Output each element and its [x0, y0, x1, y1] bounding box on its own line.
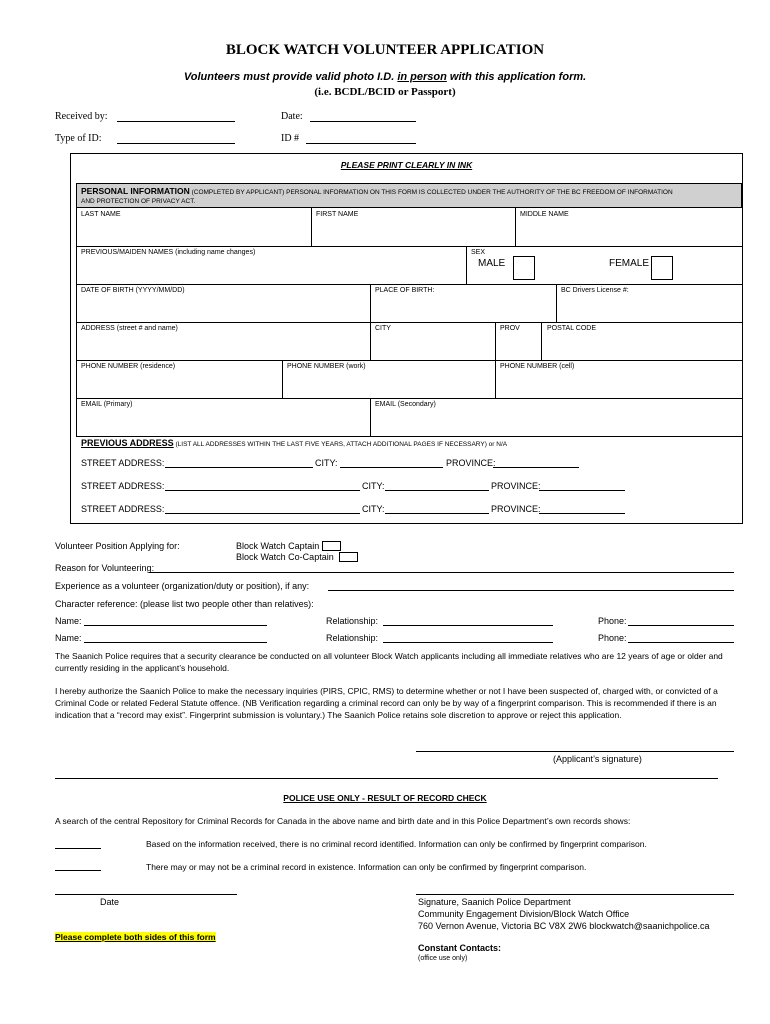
middle-name-input[interactable]: [520, 222, 738, 244]
female-checkbox[interactable]: [651, 256, 673, 280]
personal-info-box: [70, 153, 743, 524]
police-use-heading: POLICE USE ONLY - RESULT OF RECORD CHECK: [283, 793, 487, 803]
id-requirement-pre: Volunteers must provide valid photo I.D.: [183, 71, 395, 83]
previous-address-note: (LIST ALL ADDRESSES WITHIN THE LAST FIVE YEARS, ATTACH ADDITIONAL PAGES IF NECESSARY) or N/A: [175, 441, 508, 448]
security-clearance-paragraph: The Saanich Police requires that a security clearance be conducted on all volunteer Block Watch applicants including all immediate relatives who are 12 years of age or older and currently residing in the applicant’s household.: [55, 651, 723, 673]
personal-info-heading-text: [81, 187, 741, 197]
city-label-2: CITY:: [362, 481, 385, 491]
city-label-3: CITY:: [362, 504, 385, 514]
ref1-name-label: Name:: [55, 616, 82, 626]
province-field-3[interactable]: [539, 513, 625, 514]
applicant-signature-field[interactable]: [416, 751, 734, 752]
id-requirement-post: with this application form.: [449, 71, 587, 83]
phone-work-label: PHONE NUMBER (work): [287, 363, 366, 370]
ref1-relationship-label: Relationship:: [326, 616, 379, 626]
record-search-text: A search of the central Repository for Criminal Records for Canada in the above name and birth date and in this Police Department’s own records shows:: [55, 816, 631, 826]
ref1-relationship-field[interactable]: [383, 625, 553, 626]
experience-field[interactable]: [328, 590, 734, 591]
address-label: ADDRESS (street # and name): [81, 325, 178, 332]
office-use-only-note: (office use only): [418, 955, 468, 962]
ref1-phone-field[interactable]: [628, 625, 734, 626]
id-requirement: [0, 71, 770, 83]
city-label: CITY: [375, 325, 391, 332]
previous-names-label: PREVIOUS/MAIDEN NAMES (including name changes): [81, 249, 256, 256]
phone-cell-label: PHONE NUMBER (cell): [500, 363, 575, 370]
option2-text: There may or may not be a criminal record in existence. Information can only be confirmed by fingerprint comparison.: [146, 862, 587, 872]
sex-label: SEX: [471, 249, 486, 256]
street-address-label-2: STREET ADDRESS:: [81, 481, 165, 491]
reason-field[interactable]: [149, 572, 734, 573]
received-by-field[interactable]: [117, 121, 235, 122]
experience-label: Experience as a volunteer (organization/duty or position), if any:: [55, 581, 310, 591]
ref2-name-label: Name:: [55, 633, 82, 643]
position-label: Volunteer Position Applying for:: [55, 541, 180, 551]
captain-checkbox[interactable]: [322, 541, 341, 551]
province-label-2: PROVINCE:: [491, 481, 541, 491]
co-captain-checkbox[interactable]: [339, 552, 358, 562]
id-requirement-emph: in person: [397, 71, 447, 83]
option1-field[interactable]: [55, 848, 101, 849]
reference-label: Character reference: (please list two people other than relatives):: [55, 599, 314, 609]
police-date-label: Date: [100, 897, 120, 907]
id-number-field[interactable]: [306, 143, 416, 144]
street-address-label-1: STREET ADDRESS:: [81, 458, 165, 468]
city-field-3[interactable]: [385, 513, 489, 514]
last-name-input[interactable]: [80, 222, 308, 244]
captain-label: Block Watch Captain: [236, 541, 320, 551]
id-examples: (i.e. BCDL/BCID or Passport): [314, 86, 456, 98]
ref1-phone-label: Phone:: [598, 616, 627, 626]
personal-info-note2: AND PROTECTION OF PRIVACY ACT.: [81, 198, 196, 205]
previous-address-title: PREVIOUS ADDRESS: [81, 438, 174, 448]
province-label-3: PROVINCE:: [491, 504, 541, 514]
city-field-1[interactable]: [340, 467, 443, 468]
option2-field[interactable]: [55, 870, 101, 871]
male-checkbox[interactable]: [513, 256, 535, 280]
option1-text: Based on the information received, there is no criminal record identified. Information can only be confirmed by fingerprint comparison.: [146, 839, 647, 849]
city-field-2[interactable]: [385, 490, 489, 491]
form-title: BLOCK WATCH VOLUNTEER APPLICATION: [225, 42, 545, 58]
ref2-relationship-label: Relationship:: [326, 633, 379, 643]
street-address-field-1[interactable]: [165, 467, 313, 468]
signature-address: 760 Vernon Avenue, Victoria BC V8X 2W6 blockwatch@saanichpolice.ca: [418, 921, 710, 931]
signature-division: Community Engagement Division/Block Watch Office: [418, 909, 630, 919]
police-signature-field[interactable]: [416, 894, 734, 895]
first-name-input[interactable]: [316, 222, 511, 244]
street-address-field-2[interactable]: [165, 490, 360, 491]
personal-info-note: (COMPLETED BY APPLICANT) PERSONAL INFORMATION ON THIS FORM IS COLLECTED UNDER THE AUTHORITY OF THE BC FREEDOM OF INFORMATION: [191, 189, 673, 196]
province-field-2[interactable]: [539, 490, 625, 491]
phone-residence-label: PHONE NUMBER (residence): [81, 363, 176, 370]
section-divider: [55, 778, 718, 779]
ref1-name-field[interactable]: [84, 625, 267, 626]
street-address-label-3: STREET ADDRESS:: [81, 504, 165, 514]
received-by-label: Received by:: [55, 111, 108, 122]
id-number-label: ID #: [281, 133, 300, 144]
ref2-phone-label: Phone:: [598, 633, 627, 643]
province-label-1: PROVINCE:: [446, 458, 496, 468]
date-field[interactable]: [310, 121, 416, 122]
street-address-field-3[interactable]: [165, 513, 360, 514]
date-label: Date:: [281, 111, 303, 122]
place-of-birth-label: PLACE OF BIRTH:: [375, 287, 435, 294]
applicant-signature-label: (Applicant’s signature): [553, 754, 642, 764]
authorization-paragraph: I hereby authorize the Saanich Police to make the necessary inquiries (PIRS, CPIC, RMS) to determine whether or not I have been suspected of, charged with, or convicted of a Criminal Code or related Federal Statute offence. (NB Verification regarding a criminal record can only be by way of a fingerprint comparison. This is recommended if there is an indication that a “record may exist”. Fingerprint submission is voluntary.) The Saanich Police retains sole discretion to approve or reject this application.: [55, 686, 718, 720]
type-of-id-field[interactable]: [117, 143, 235, 144]
female-label: FEMALE: [609, 258, 650, 269]
postal-code-label: POSTAL CODE: [547, 325, 597, 332]
bc-drivers-license-label: BC Drivers License #:: [561, 287, 629, 294]
email-secondary-label: EMAIL (Secondary): [375, 401, 436, 408]
middle-name-label: MIDDLE NAME: [520, 211, 569, 218]
province-field-1[interactable]: [493, 467, 579, 468]
ref2-phone-field[interactable]: [628, 642, 734, 643]
previous-address-heading: [81, 438, 507, 448]
email-primary-label: EMAIL (Primary): [81, 401, 133, 408]
male-label: MALE: [478, 258, 506, 269]
ref2-relationship-field[interactable]: [383, 642, 553, 643]
print-clearly-note: PLEASE PRINT CLEARLY IN INK: [340, 160, 473, 170]
reason-label: Reason for Volunteering:: [55, 563, 155, 573]
complete-both-sides-note: Please complete both sides of this form: [55, 932, 216, 942]
first-name-label: FIRST NAME: [316, 211, 359, 218]
co-captain-label: Block Watch Co-Captain: [236, 552, 334, 562]
type-of-id-label: Type of ID:: [55, 133, 102, 144]
ref2-name-field[interactable]: [84, 642, 267, 643]
personal-info-title: PERSONAL INFORMATION: [81, 186, 190, 196]
constant-contacts-label: Constant Contacts:: [418, 943, 501, 953]
prov-label: PROV: [500, 325, 520, 332]
dob-label: DATE OF BIRTH (YYYY/MM/DD): [81, 287, 185, 294]
police-date-field[interactable]: [55, 894, 237, 895]
city-label-1: CITY:: [315, 458, 338, 468]
signature-department: Signature, Saanich Police Department: [418, 897, 571, 907]
last-name-label: LAST NAME: [81, 211, 121, 218]
